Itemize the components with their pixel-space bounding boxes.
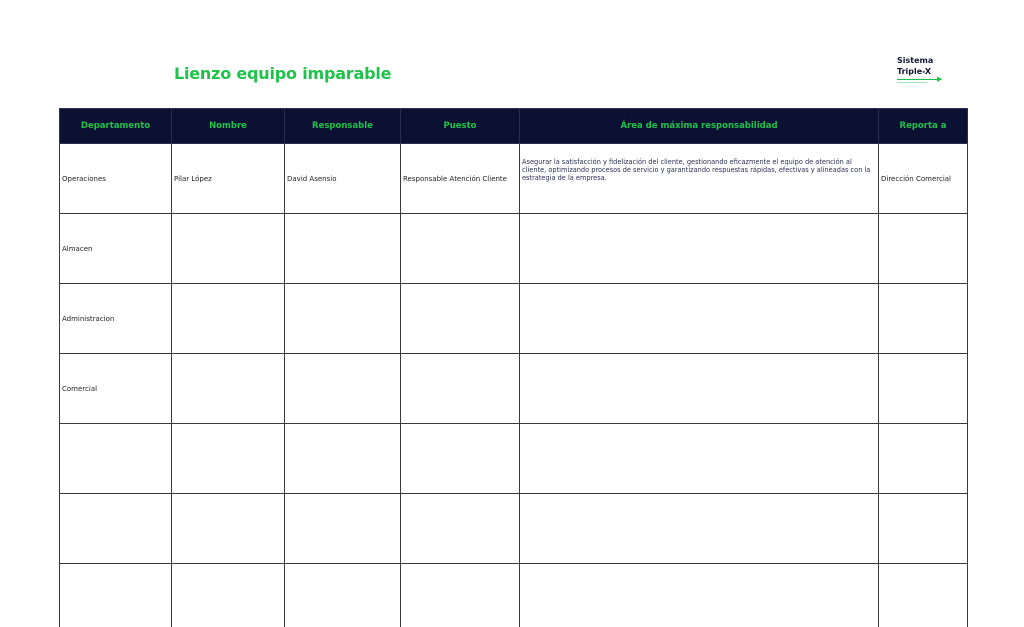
table-header-row — [60, 109, 968, 144]
cell-nombre[interactable] — [172, 494, 285, 564]
cell-area[interactable] — [520, 214, 879, 284]
cell-area[interactable] — [520, 284, 879, 354]
cell-reporta[interactable] — [879, 564, 968, 627]
logo-underline — [897, 79, 941, 80]
cell-departamento[interactable] — [60, 494, 172, 564]
logo — [897, 55, 957, 87]
cell-reporta[interactable] — [879, 284, 968, 354]
page-title: Lienzo equipo imparable — [174, 64, 392, 83]
table-row — [60, 354, 968, 424]
cell-responsable[interactable] — [285, 284, 401, 354]
column-header-area: Área de máxima responsabilidad — [520, 109, 879, 144]
cell-responsable[interactable] — [285, 564, 401, 627]
cell-puesto[interactable]: Responsable Atención Cliente — [401, 144, 520, 214]
cell-responsable[interactable] — [285, 424, 401, 494]
arrow-right-icon: ▶ — [937, 75, 943, 83]
cell-puesto[interactable] — [401, 564, 520, 627]
cell-puesto[interactable] — [401, 494, 520, 564]
cell-responsable[interactable] — [285, 214, 401, 284]
table-row — [60, 214, 968, 284]
cell-puesto[interactable] — [401, 284, 520, 354]
cell-area[interactable]: Asegurar la satisfacción y fidelización del cliente, gestionando eficazmente el equipo de atención al cliente, optimizando procesos de servicio y garantizando respuestas rápidas, efectivas y alineadas con la estrategia de la empresa. — [520, 144, 879, 214]
cell-responsable[interactable] — [285, 494, 401, 564]
logo-line-2: Triple-X — [897, 67, 931, 76]
cell-departamento[interactable]: Comercial — [60, 354, 172, 424]
column-header-departamento: Departamento — [60, 109, 172, 144]
cell-reporta[interactable] — [879, 494, 968, 564]
cell-area[interactable] — [520, 564, 879, 627]
cell-puesto[interactable] — [401, 424, 520, 494]
cell-nombre[interactable] — [172, 214, 285, 284]
logo-subline — [897, 82, 927, 83]
cell-area[interactable] — [520, 354, 879, 424]
cell-departamento[interactable] — [60, 564, 172, 627]
column-header-reporta: Reporta a — [879, 109, 968, 144]
team-canvas-table — [59, 108, 968, 627]
column-header-puesto: Puesto — [401, 109, 520, 144]
table-row — [60, 564, 968, 627]
cell-nombre[interactable] — [172, 564, 285, 627]
cell-departamento[interactable]: Almacen — [60, 214, 172, 284]
table-row — [60, 144, 968, 214]
cell-nombre[interactable] — [172, 424, 285, 494]
table-row — [60, 284, 968, 354]
cell-nombre[interactable]: Pilar López — [172, 144, 285, 214]
table-row — [60, 424, 968, 494]
cell-responsable[interactable]: David Asensio — [285, 144, 401, 214]
cell-puesto[interactable] — [401, 214, 520, 284]
logo-line-1: Sistema — [897, 56, 934, 65]
cell-reporta[interactable] — [879, 214, 968, 284]
cell-departamento[interactable]: Administracion — [60, 284, 172, 354]
cell-reporta[interactable] — [879, 354, 968, 424]
column-header-responsable: Responsable — [285, 109, 401, 144]
cell-puesto[interactable] — [401, 354, 520, 424]
column-header-nombre: Nombre — [172, 109, 285, 144]
cell-nombre[interactable] — [172, 354, 285, 424]
cell-reporta[interactable]: Dirección Comercial — [879, 144, 968, 214]
cell-responsable[interactable] — [285, 354, 401, 424]
cell-nombre[interactable] — [172, 284, 285, 354]
cell-departamento[interactable]: Operaciones — [60, 144, 172, 214]
cell-area[interactable] — [520, 424, 879, 494]
cell-reporta[interactable] — [879, 424, 968, 494]
cell-departamento[interactable] — [60, 424, 172, 494]
table-row — [60, 494, 968, 564]
cell-area[interactable] — [520, 494, 879, 564]
